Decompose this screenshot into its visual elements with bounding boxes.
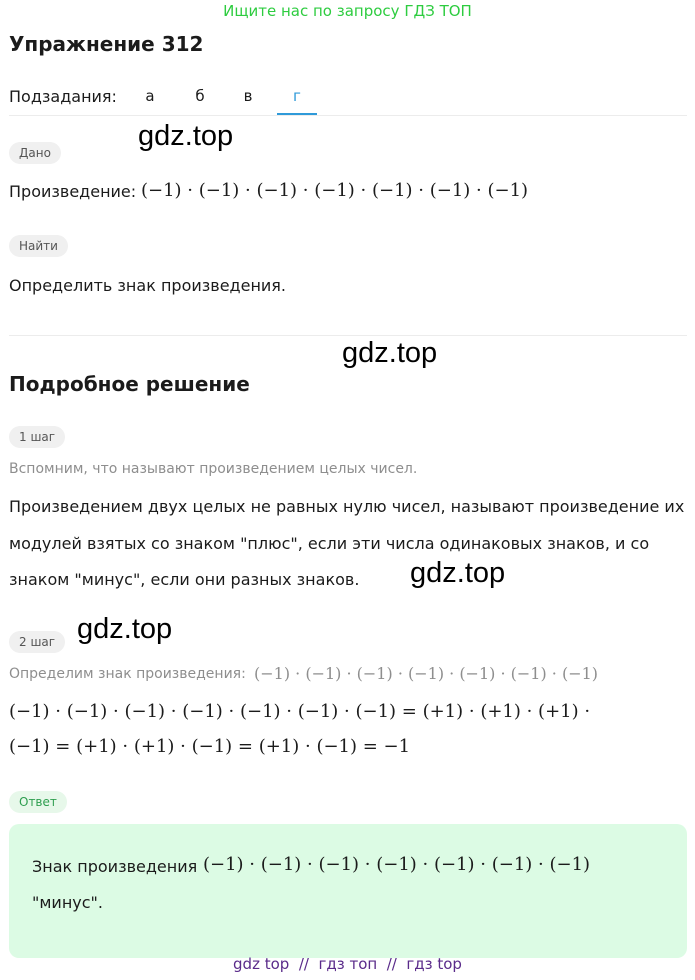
step1-hint: Вспомним, что называют произведением целых чисел.: [9, 461, 418, 477]
promo-banner: Ищите нас по запросу ГДЗ ТОП: [223, 2, 472, 20]
subtasks-label: Подзадания:: [9, 87, 117, 106]
given-expression: (−1) · (−1) · (−1) · (−1) · (−1) · (−1) · (−1): [141, 180, 529, 201]
solution-title: Подробное решение: [9, 372, 250, 396]
section-divider: [9, 335, 687, 336]
step2-hint-expression: (−1) · (−1) · (−1) · (−1) · (−1) · (−1) · (−1): [254, 664, 599, 683]
given-label: Произведение:: [9, 182, 137, 201]
watermark: gdz.top: [410, 557, 506, 589]
page-title: Упражнение 312: [9, 32, 204, 56]
active-tab-indicator: [277, 113, 317, 115]
watermark: gdz.top: [138, 120, 234, 152]
given-chip: Дано: [9, 142, 61, 164]
step2-line: (−1) = (+1) · (+1) · (−1) = (+1) · (−1) = −1: [9, 736, 411, 757]
step1-line: знаком "минус", если они разных знаков.: [9, 570, 360, 589]
tab-b[interactable]: б: [195, 87, 205, 105]
step1-chip: 1 шаг: [9, 426, 65, 448]
step1-line: Произведением двух целых не равных нулю чисел, называют произведение их: [9, 497, 685, 516]
answer-line: "минус".: [32, 893, 103, 912]
answer-chip: Ответ: [9, 791, 67, 813]
watermark: gdz.top: [77, 613, 173, 645]
tab-g[interactable]: г: [293, 87, 301, 105]
answer-box: [9, 824, 687, 958]
answer-expression: (−1) · (−1) · (−1) · (−1) · (−1) · (−1) · (−1): [203, 854, 591, 875]
find-chip: Найти: [9, 235, 68, 257]
tab-v[interactable]: в: [243, 87, 253, 105]
step2-chip: 2 шаг: [9, 631, 65, 653]
answer-prefix: Знак произведения: [32, 857, 198, 876]
tabs-divider: [9, 115, 687, 116]
step2-line: (−1) · (−1) · (−1) · (−1) · (−1) · (−1) · (−1) = (+1) · (+1) · (+1) ·: [9, 701, 591, 722]
step2-hint: Определим знак произведения:: [9, 666, 246, 682]
step1-line: модулей взятых со знаком "плюс", если эти числа одинаковых знаков, и со: [9, 534, 650, 553]
watermark: gdz.top: [342, 337, 438, 369]
tab-a[interactable]: а: [145, 87, 155, 105]
find-text: Определить знак произведения.: [9, 276, 287, 295]
footer-links[interactable]: gdz top // гдз топ // гдз top: [233, 955, 462, 973]
